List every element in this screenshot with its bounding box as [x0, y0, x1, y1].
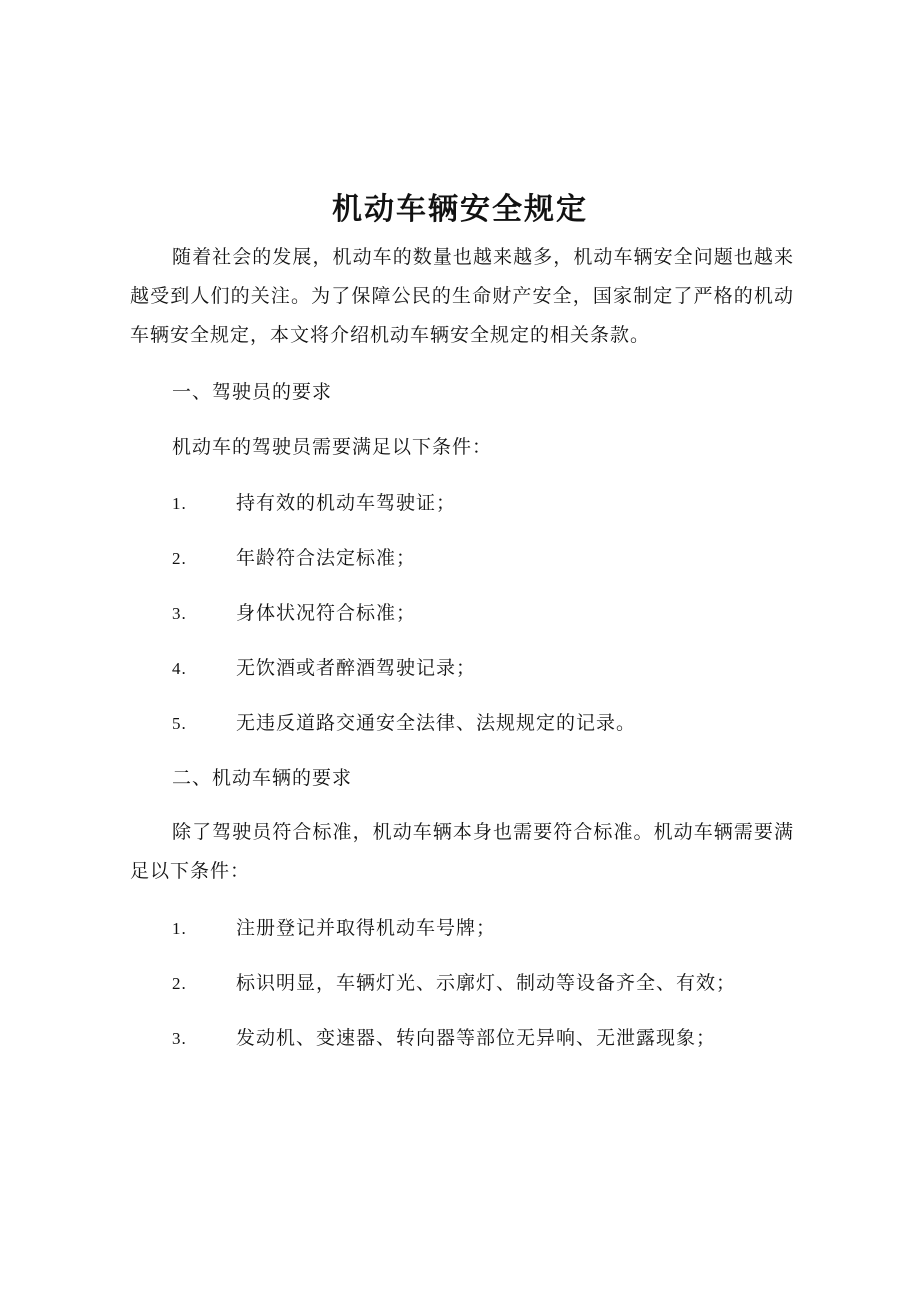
list-item-text: 注册登记并取得机动车号牌； [236, 917, 497, 939]
section-1-heading: 一、驾驶员的要求 [172, 381, 333, 403]
intro-paragraph: 随着社会的发展，机动车的数量也越来越多，机动车辆安全问题也越来越受到人们的关注。为了保障公民的生命财产安全，国家制定了严格的机动车辆安全规定，本文将介绍机动车辆安全规定的相关条款。 [130, 246, 794, 346]
list-item-text: 发动机、变速器、转向器等部位无异响、无泄露现象； [236, 1027, 717, 1049]
list-item-text: 年龄符合法定标准； [236, 547, 417, 569]
document-title: 机动车辆安全规定 [332, 192, 588, 227]
list-item-number: 2. [172, 549, 187, 568]
list-item-number: 5. [172, 714, 187, 733]
list-item [172, 709, 636, 738]
section-2-lead: 除了驾驶员符合标准，机动车辆本身也需要符合标准。机动车辆需要满足以下条件： [130, 821, 794, 882]
list-item-text: 无违反道路交通安全法律、法规规定的记录。 [236, 712, 637, 734]
list-item-text: 持有效的机动车驾驶证； [236, 492, 457, 514]
section-2-heading: 二、机动车辆的要求 [172, 767, 353, 789]
section-1-lead: 机动车的驾驶员需要满足以下条件： [172, 436, 493, 458]
list-item-number: 3. [172, 604, 187, 623]
list-item-number: 3. [172, 1029, 187, 1048]
list-item [172, 489, 456, 518]
list-item-text: 身体状况符合标准； [236, 602, 417, 624]
list-item-number: 2. [172, 974, 187, 993]
list-item-number: 1. [172, 494, 187, 513]
list-item-text: 无饮酒或者醉酒驾驶记录； [236, 657, 477, 679]
list-item [172, 914, 496, 943]
list-item [172, 599, 416, 628]
list-item [172, 969, 736, 998]
list-item-text: 标识明显，车辆灯光、示廓灯、制动等设备齐全、有效； [236, 972, 737, 994]
list-item [172, 1024, 716, 1053]
list-item [172, 544, 416, 573]
list-item [172, 654, 476, 683]
list-item-number: 4. [172, 659, 187, 678]
list-item-number: 1. [172, 919, 187, 938]
